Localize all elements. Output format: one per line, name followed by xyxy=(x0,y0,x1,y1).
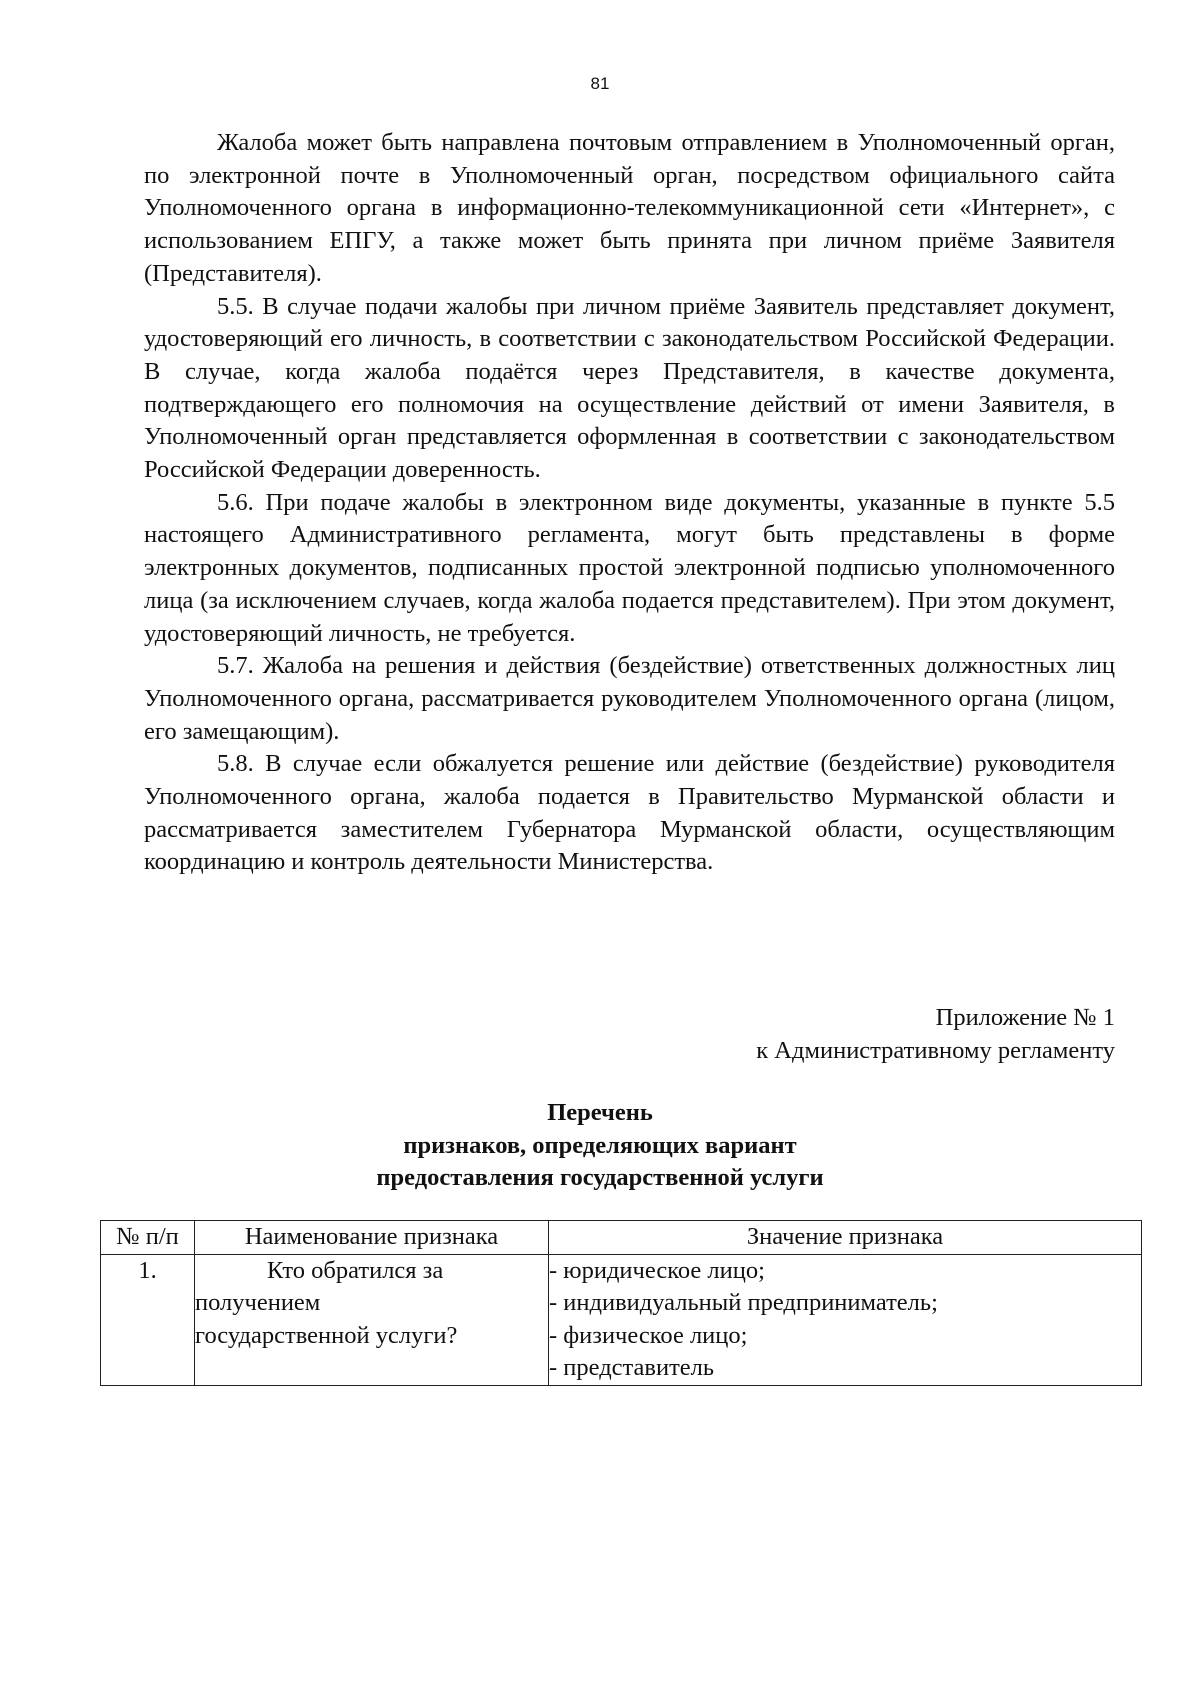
appendix-target: к Административному регламенту xyxy=(756,1036,1115,1064)
header-name: Наименование признака xyxy=(195,1221,549,1255)
regulation-body-text xyxy=(144,127,1115,879)
paragraph-clause-5-8: 5.8. В случае если обжалуется решение или действие (бездействие) руководителя Уполномоченного органа, жалоба подается в Правительство Мурманской области и рассматривается заместителем Губернатора Мурманской области, осуществляющим координацию и контроль деятельности Министерства. xyxy=(144,750,1115,876)
table-title-line-3: предоставления государственной услуги xyxy=(376,1164,824,1191)
paragraph-complaint-channels: Жалоба может быть направлена почтовым отправлением в Уполномоченный орган, по электронной почте в Уполномоченный орган, посредством официального сайта Уполномоченного органа в информационно-телекоммуникационной сети «Интернет», с использованием ЕПГУ, а также может быть принята при личном приёме Заявителя (Представителя). xyxy=(144,129,1115,287)
signs-table xyxy=(100,1220,1142,1386)
appendix-number: Приложение № 1 xyxy=(935,1004,1115,1031)
header-value: Значение признака xyxy=(549,1221,1142,1255)
sign-value-legal-entity: - юридическое лицо; xyxy=(549,1256,765,1284)
page-number: 81 xyxy=(590,74,610,93)
sign-value-representative: - представитель xyxy=(549,1354,715,1381)
sign-value-individual: - физическое лицо; xyxy=(549,1321,748,1349)
table-title-line-1: Перечень xyxy=(547,1099,653,1126)
header-number: № п/п xyxy=(101,1221,195,1255)
paragraph-clause-5-6: 5.6. При подаче жалобы в электронном виде документы, указанные в пункте 5.5 настоящего Административного регламента, могут быть представлены в форме электронных документов, подписанных простой электронной подписью уполномоченного лица (за исключением случаев, когда жалоба подается представителем). При этом документ, удостоверяющий личность, не требуется. xyxy=(144,488,1115,647)
table-header-row xyxy=(101,1221,1142,1255)
sign-name-line-3: государственной услуги? xyxy=(195,1321,458,1349)
table-title xyxy=(0,1097,1200,1195)
sign-value-entrepreneur: - индивидуальный предприниматель; xyxy=(549,1289,938,1316)
paragraph-clause-5-5: 5.5. В случае подачи жалобы при личном приёме Заявитель представляет документ, удостоверяющий его личность, в соответствии с законодательством Российской Федерации. В случае, когда жалоба подаётся через Представителя, в качестве документа, подтверждающего его полномочия на осуществление действий от имени Заявителя, в Уполномоченный орган представляется оформленная в соответствии с законодательством Российской Федерации доверенность. xyxy=(144,292,1115,484)
appendix-reference xyxy=(756,1002,1115,1067)
row-number: 1. xyxy=(101,1254,195,1385)
table-row xyxy=(101,1254,1142,1385)
sign-name-line-2: получением xyxy=(195,1289,321,1316)
row-sign-values xyxy=(549,1254,1142,1385)
table-title-line-2: признаков, определяющих вариант xyxy=(403,1131,797,1159)
sign-name-line-1: Кто обратился за xyxy=(267,1256,444,1284)
paragraph-clause-5-7: 5.7. Жалоба на решения и действия (бездействие) ответственных должностных лиц Уполномоченного органа, рассматривается руководителем Уполномоченного органа (лицом, его замещающим). xyxy=(144,652,1115,745)
row-sign-name xyxy=(195,1254,549,1385)
